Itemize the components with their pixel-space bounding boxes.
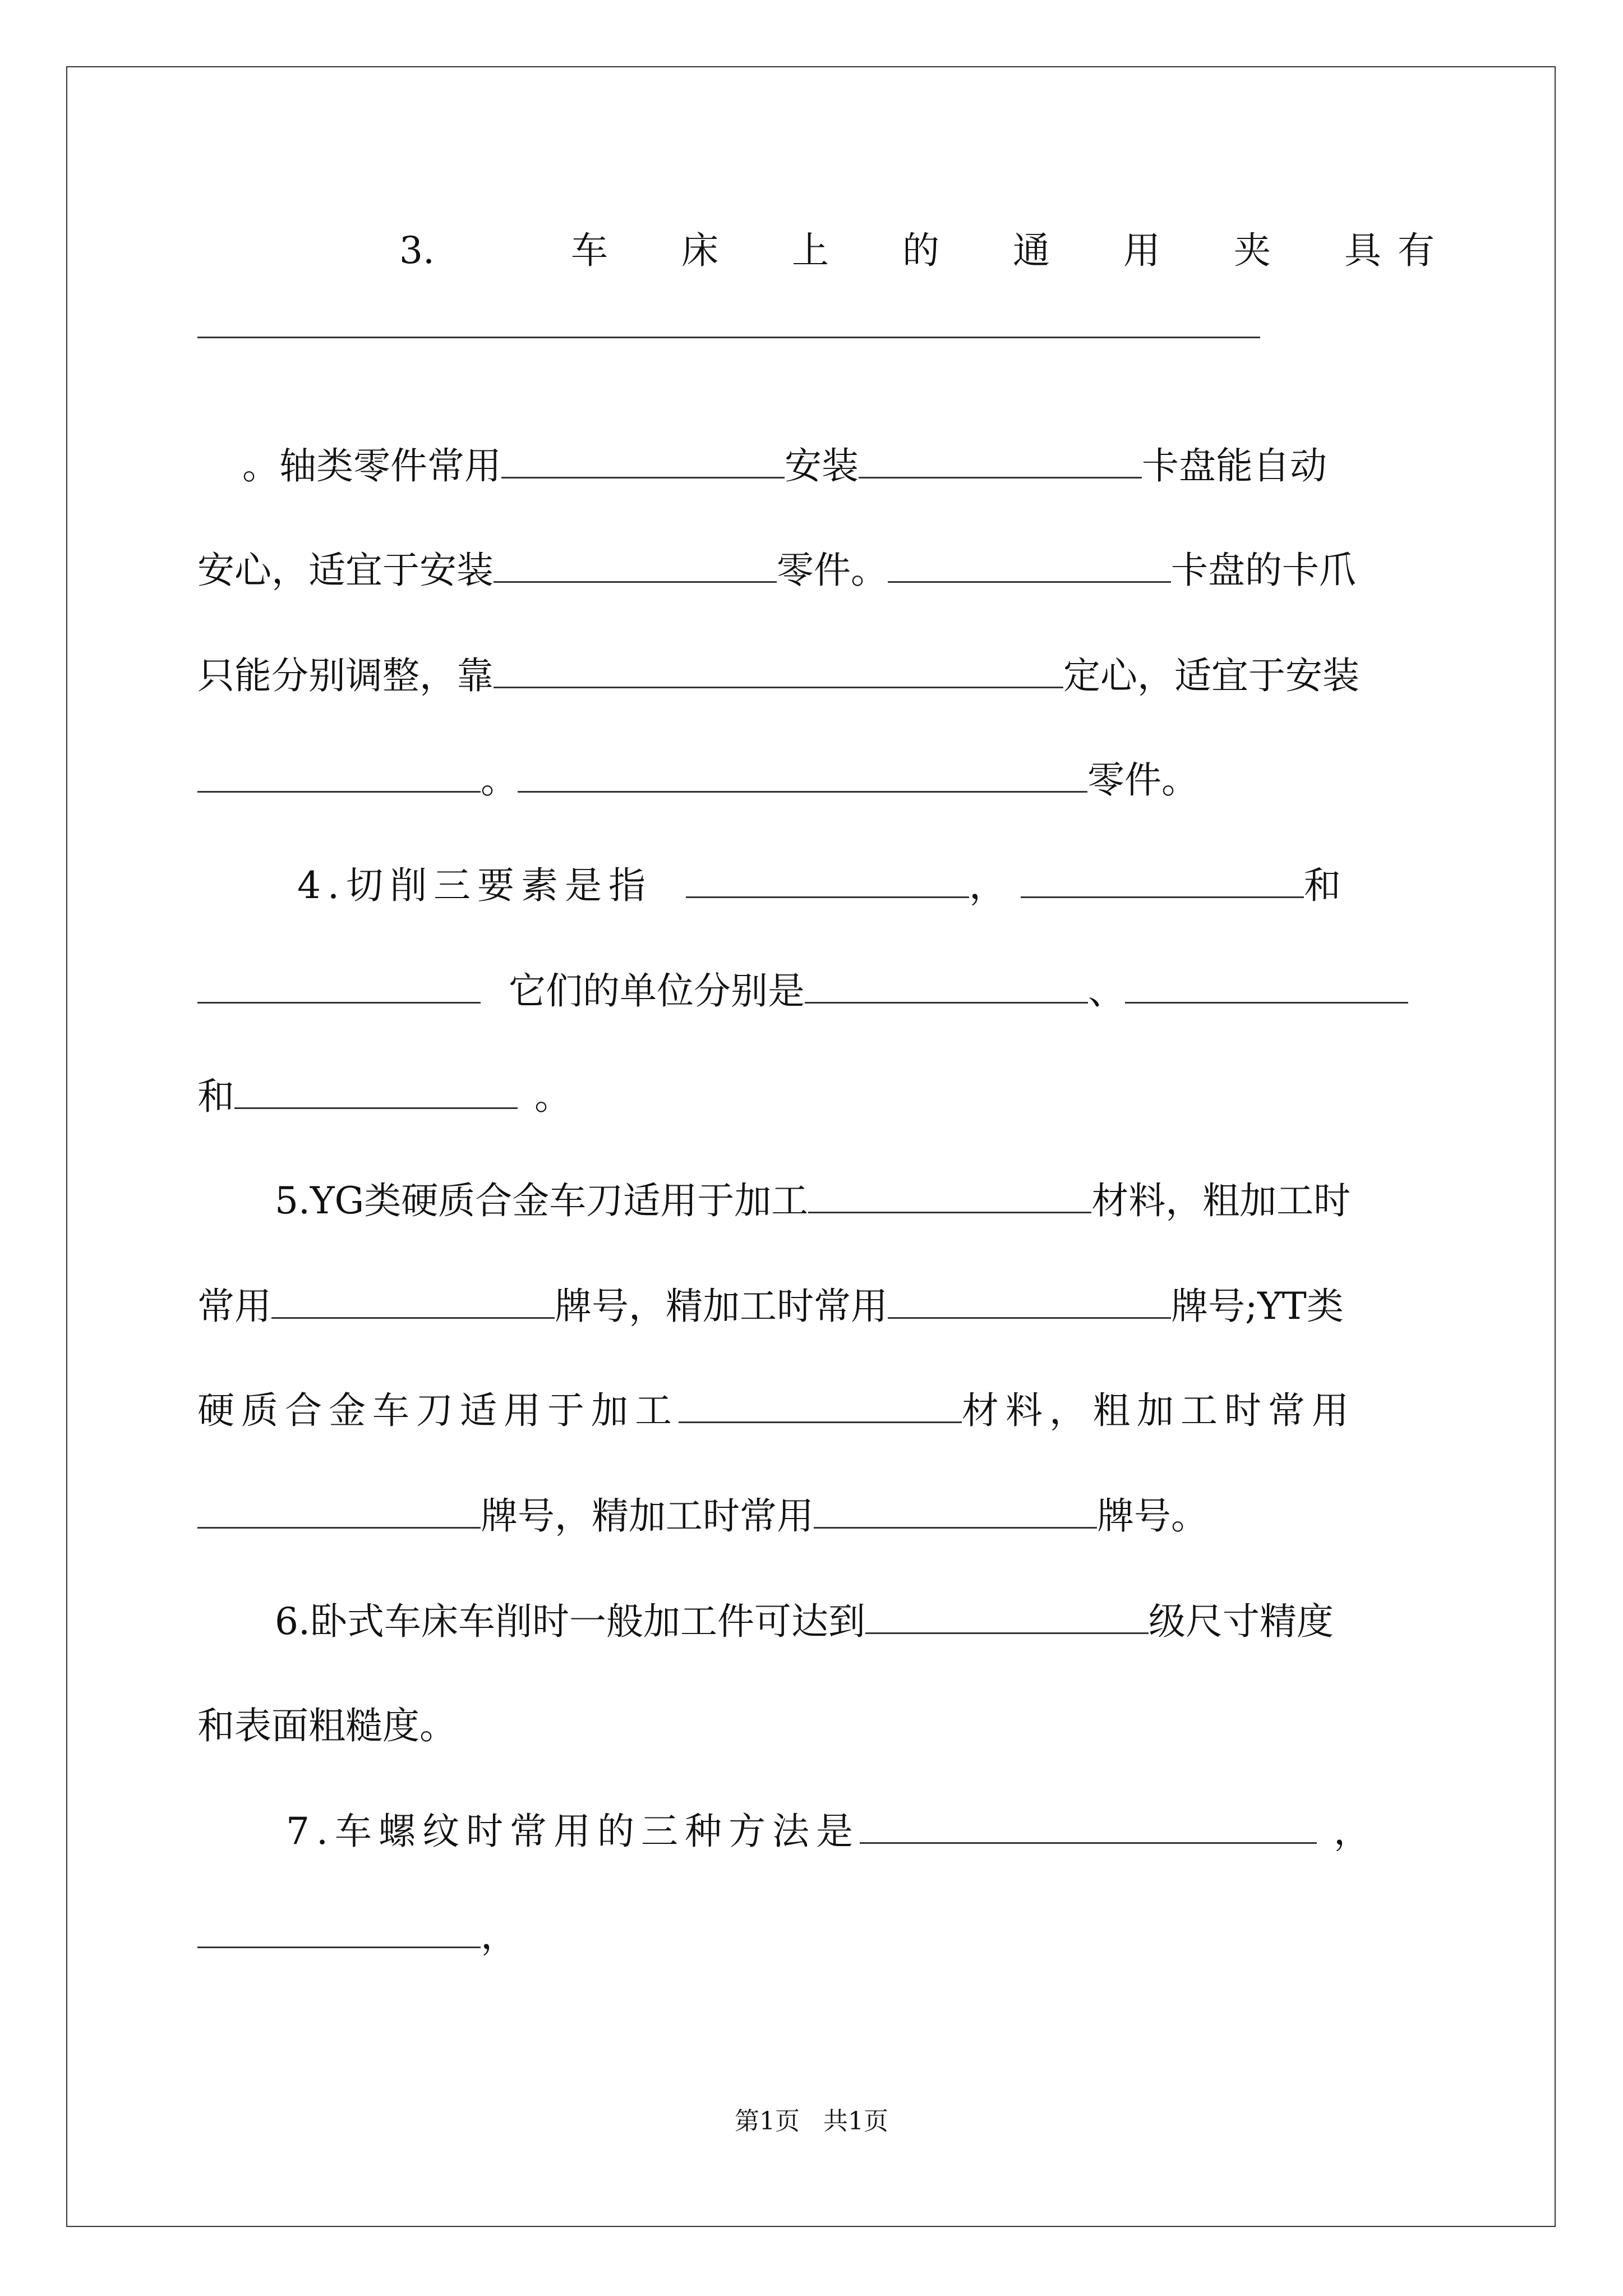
answer-blank: [888, 546, 1171, 583]
q3-text: 零件。: [777, 549, 888, 592]
answer-blank: [679, 1387, 962, 1423]
answer-blank: [805, 967, 1088, 1004]
q7-text: ，: [481, 1914, 518, 1957]
answer-blank: [860, 1807, 1317, 1844]
q3-text: 安心，适宜于安装: [197, 549, 494, 592]
answer-blank: [197, 1912, 481, 1948]
q5-text: 常用: [197, 1285, 271, 1328]
q7-line2: [197, 1911, 518, 1961]
q3-heading-char: 的: [902, 229, 939, 272]
q6-line1: [275, 1596, 1334, 1647]
q3-line4: [197, 755, 1198, 806]
q3-line1: [242, 441, 1327, 491]
q3-heading-char: 床: [681, 229, 718, 272]
answer-blank-long: [197, 337, 1260, 338]
q4-text: 和: [1303, 864, 1341, 907]
answer-blank: [197, 967, 481, 1004]
answer-blank: [197, 1492, 481, 1529]
q4-text: 、: [1088, 969, 1125, 1013]
q5-text: 牌号;YT类: [1171, 1285, 1344, 1328]
q7-text: ，: [1333, 1810, 1371, 1853]
answer-blank: [197, 756, 481, 793]
page-footer: 第1页 共1页: [735, 2107, 888, 2136]
answer-blank: [234, 1073, 518, 1109]
q4-text: 。: [534, 1075, 571, 1118]
q3-heading-char: 上: [792, 229, 829, 272]
answer-blank: [271, 1282, 555, 1319]
q3-heading-char: 夹: [1234, 229, 1271, 272]
q3-line3: [197, 651, 1359, 701]
answer-blank: [808, 1177, 1091, 1213]
q3-heading-char: 具: [1344, 229, 1381, 272]
q3-text: 只能分别调整，靠: [197, 654, 494, 697]
answer-blank: [494, 652, 1063, 688]
q5-text: 材料，粗加工时: [1091, 1179, 1351, 1222]
answer-blank: [686, 862, 969, 898]
answer-blank: [814, 1492, 1097, 1529]
answer-blank: [494, 546, 777, 583]
answer-blank: [518, 756, 1087, 793]
q3-text: 安装: [785, 444, 859, 487]
q5-line4: [197, 1491, 1208, 1542]
q3-number: 3.: [399, 229, 435, 272]
q3-heading-char: 通: [1013, 229, 1050, 272]
q3-text: 。轴类零件常用: [242, 444, 501, 487]
q5-text: 牌号。: [1097, 1494, 1208, 1538]
q5-line1: [275, 1176, 1350, 1226]
q6-line2: 和表面粗糙度。: [197, 1704, 457, 1747]
q4-text: 它们的单位分别是: [509, 969, 805, 1013]
page-border: [66, 66, 1556, 2227]
q5-text: 牌号，精加工时常用: [481, 1494, 814, 1538]
q7-line1: [286, 1806, 1371, 1857]
q3-text: 卡盘能自动: [1142, 444, 1327, 487]
q6-text: 级尺寸精度: [1148, 1600, 1334, 1643]
answer-blank: [501, 442, 785, 478]
q5-text: 硬质合金车刀适用于加工: [197, 1389, 679, 1432]
answer-blank: [1125, 967, 1408, 1004]
q3-heading-char: 有: [1398, 229, 1435, 272]
q4-line1: [297, 861, 1341, 911]
q5-text: 牌号，精加工时常用: [555, 1285, 888, 1328]
q4-text: ，: [969, 864, 1006, 907]
q3-text: 定心，适宜于安装: [1063, 654, 1359, 697]
q5-line3: [197, 1386, 1355, 1436]
q4-line2: [197, 966, 1408, 1016]
answer-blank: [888, 1282, 1171, 1319]
q3-text: 零件。: [1087, 758, 1198, 802]
q5-line2: [197, 1281, 1344, 1332]
q4-text: 和: [197, 1075, 234, 1118]
q3-heading-char: 车: [571, 229, 608, 272]
q3-text: 卡盘的卡爪: [1171, 549, 1356, 592]
q5-text: 5.YG类硬质合金车刀适用于加工: [275, 1179, 809, 1222]
answer-blank: [1021, 862, 1304, 898]
q7-text: 7.车螺纹时常用的三种方法是: [286, 1810, 860, 1853]
q3-heading-char: 用: [1123, 229, 1160, 272]
q4-text: 4.切削三要素是指: [297, 864, 652, 907]
answer-blank: [865, 1598, 1149, 1634]
q3-line2: [197, 545, 1356, 596]
answer-blank: [859, 442, 1142, 478]
q5-text: 材料，粗加工时常用: [962, 1389, 1355, 1432]
q6-text: 6.卧式车床车削时一般加工件可达到: [275, 1600, 865, 1643]
q4-line3: [197, 1071, 571, 1122]
q3-text: 。: [481, 758, 518, 802]
